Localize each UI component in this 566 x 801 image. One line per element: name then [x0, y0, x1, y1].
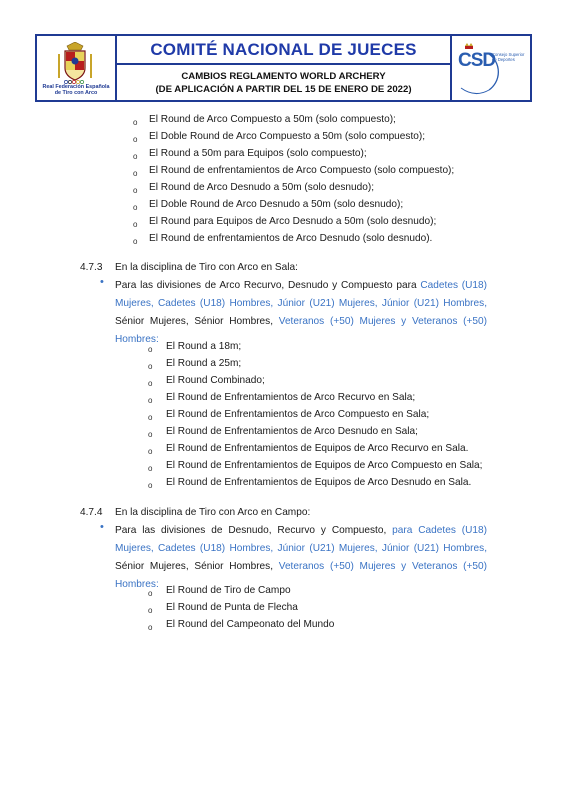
bullet-dot-icon: •: [100, 521, 104, 533]
category-line: Hombres:: [115, 334, 159, 345]
section-heading: En la disciplina de Tiro con Arco en Campo:: [115, 507, 311, 518]
csd-logo: [450, 36, 530, 100]
subtitle-line-1: CAMBIOS REGLAMENTO WORLD ARCHERY: [181, 70, 386, 82]
circle-bullet-icon: o: [148, 623, 153, 632]
circle-bullet-icon: o: [133, 135, 138, 144]
circle-bullet-icon: o: [133, 152, 138, 161]
csd-letters: CSD: [458, 50, 496, 71]
category-text: Veteranos (+50) Mujeres y Veteranos (+50): [278, 561, 487, 572]
circle-bullet-icon: o: [133, 237, 138, 246]
list-item: El Round de Arco Desnudo a 50m (solo desnudo);: [149, 182, 375, 193]
paragraph-line: [115, 558, 487, 576]
list-item: El Doble Round de Arco Compuesto a 50m (solo compuesto);: [149, 131, 426, 142]
rfeta-logo: [37, 36, 117, 100]
header-center: [117, 36, 450, 100]
list-item: El Round del Campeonato del Mundo: [166, 619, 335, 630]
section-paragraph: [115, 277, 487, 349]
list-item: El Round de enfrentamientos de Arco Desnudo (solo desnudo).: [149, 233, 433, 244]
paragraph-line: [115, 522, 487, 540]
list-item: El Round de Enfrentamientos de Equipos de Arco Recurvo en Sala.: [166, 443, 469, 454]
circle-bullet-icon: o: [148, 396, 153, 405]
csd-caption: Consejo Superior de Deportes: [492, 52, 525, 62]
circle-bullet-icon: o: [148, 481, 153, 490]
circle-bullet-icon: o: [148, 379, 153, 388]
bullet-dot-icon: •: [100, 276, 104, 288]
circle-bullet-icon: o: [133, 169, 138, 178]
list-item: El Round de Tiro de Campo: [166, 585, 291, 596]
category-line: Mujeres, Cadetes (U18) Hombres, Júnior (U21) Mujeres, Júnior (U21) Hombres,: [115, 543, 487, 554]
circle-bullet-icon: o: [133, 186, 138, 195]
subtitle-line-2: (DE APLICACIÓN A PARTIR DEL 15 DE ENERO DE 2022): [155, 83, 412, 95]
list-item: El Round Combinado;: [166, 375, 265, 386]
list-item: El Round de Enfrentamientos de Arco Desnudo en Sala;: [166, 426, 418, 437]
category-text: Cadetes (U18): [420, 280, 487, 291]
section-heading: En la disciplina de Tiro con Arco en Sala:: [115, 262, 298, 273]
section-number: 4.7.3: [80, 262, 103, 273]
list-item: El Round de Enfrentamientos de Arco Compuesto en Sala;: [166, 409, 430, 420]
federation-crest-icon: [53, 42, 97, 84]
circle-bullet-icon: o: [148, 464, 153, 473]
federation-name: Real Federación Española de Tiro con Arco: [42, 84, 110, 96]
paragraph-text: Sénior Mujeres, Sénior Hombres,: [115, 316, 279, 327]
header-subtitle: [117, 65, 450, 100]
list-item: El Round de Enfrentamientos de Equipos de Arco Desnudo en Sala.: [166, 477, 472, 488]
section-number: 4.7.4: [80, 507, 103, 518]
category-line: Mujeres, Cadetes (U18) Hombres, Júnior (U21) Mujeres, Júnior (U21) Hombres,: [115, 298, 487, 309]
list-item: El Round a 25m;: [166, 358, 242, 369]
list-item: El Round de Arco Compuesto a 50m (solo compuesto);: [149, 114, 396, 125]
category-text: Veteranos (+50) Mujeres y Veteranos (+50): [278, 316, 487, 327]
circle-bullet-icon: o: [133, 220, 138, 229]
circle-bullet-icon: o: [148, 589, 153, 598]
paragraph-line: [115, 313, 487, 331]
circle-bullet-icon: o: [148, 362, 153, 371]
list-item: El Round a 18m;: [166, 341, 242, 352]
list-item: El Doble Round de Arco Desnudo a 50m (solo desnudo);: [149, 199, 404, 210]
circle-bullet-icon: o: [133, 203, 138, 212]
document-header: [35, 34, 532, 102]
circle-bullet-icon: o: [148, 430, 153, 439]
section-paragraph: [115, 522, 487, 594]
list-item: El Round de Punta de Flecha: [166, 602, 298, 613]
paragraph-text: Para las divisiones de Arco Recurvo, Desnudo y Compuesto para: [115, 280, 421, 291]
circle-bullet-icon: o: [148, 413, 153, 422]
category-text: para Cadetes (U18): [392, 525, 487, 536]
circle-bullet-icon: o: [148, 447, 153, 456]
circle-bullet-icon: o: [148, 606, 153, 615]
circle-bullet-icon: o: [148, 345, 153, 354]
list-item: El Round a 50m para Equipos (solo compuesto);: [149, 148, 367, 159]
paragraph-text: Para las divisiones de Desnudo, Recurvo y Compuesto,: [115, 525, 393, 536]
list-item: El Round de Enfrentamientos de Arco Recurvo en Sala;: [166, 392, 416, 403]
list-item: El Round de Enfrentamientos de Equipos de Arco Compuesto en Sala;: [166, 460, 483, 471]
list-item: El Round para Equipos de Arco Desnudo a 50m (solo desnudo);: [149, 216, 437, 227]
list-item: El Round de enfrentamientos de Arco Compuesto (solo compuesto);: [149, 165, 455, 176]
paragraph-line: [115, 277, 487, 295]
category-line: Hombres:: [115, 579, 159, 590]
page-title: COMITÉ NACIONAL DE JUECES: [117, 36, 450, 65]
circle-bullet-icon: o: [133, 118, 138, 127]
paragraph-text: Sénior Mujeres, Sénior Hombres,: [115, 561, 279, 572]
